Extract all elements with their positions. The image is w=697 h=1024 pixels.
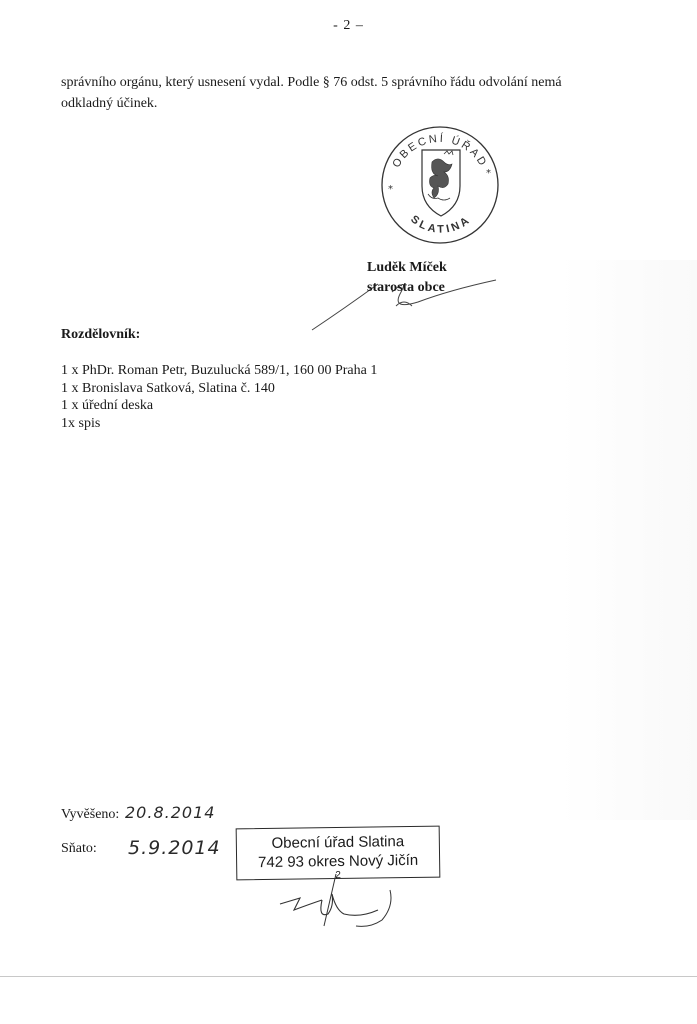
distribution-item: 1 x úřední deska bbox=[61, 398, 154, 413]
signature-scribble-stamp bbox=[270, 870, 415, 930]
signatory-name: Luděk Míček bbox=[367, 260, 447, 275]
seal-star-left-icon: * bbox=[388, 184, 393, 195]
body-paragraph bbox=[61, 72, 621, 114]
distribution-item: 1 x PhDr. Roman Petr, Buzulucká 589/1, 160 00 Praha 1 bbox=[61, 363, 378, 378]
stamp-line-2: 742 93 okres Nový Jičín bbox=[257, 851, 419, 872]
page-bottom-edge bbox=[0, 976, 697, 977]
official-seal bbox=[372, 124, 508, 246]
seal-star-right-icon: * bbox=[486, 168, 491, 179]
signatory-block bbox=[367, 258, 447, 298]
stamp-line-1: Obecní úřad Slatina bbox=[271, 833, 405, 852]
distribution-title: Rozdělovník: bbox=[61, 327, 141, 342]
coat-of-arms-lion-icon bbox=[422, 150, 460, 216]
distribution-item: 1x spis bbox=[61, 415, 101, 431]
removed-date-handwritten: 5.9.2014 bbox=[128, 837, 221, 859]
distribution-item: 1 x Bronislava Satková, Slatina č. 140 bbox=[61, 380, 275, 396]
posted-label: Vyvěšeno: bbox=[61, 807, 120, 822]
scan-shadow bbox=[560, 260, 697, 820]
seal-top-text: OBECNÍ ÚŘAD bbox=[390, 132, 490, 170]
distribution-list bbox=[61, 362, 377, 432]
body-paragraph-line-2: odkladný účinek. bbox=[61, 96, 158, 111]
body-paragraph-line-1: správního orgánu, který usnesení vydal. Podle § 76 odst. 5 správního řádu odvolání nemá bbox=[61, 75, 562, 90]
stamp-number: 2 bbox=[335, 869, 341, 882]
signatory-title: starosta obce bbox=[367, 280, 445, 295]
page-number: - 2 – bbox=[333, 18, 364, 33]
removed-label: Sňato: bbox=[61, 841, 97, 856]
posted-date-handwritten: 20.8.2014 bbox=[125, 803, 216, 822]
seal-bottom-text: SLATINA bbox=[408, 213, 474, 236]
